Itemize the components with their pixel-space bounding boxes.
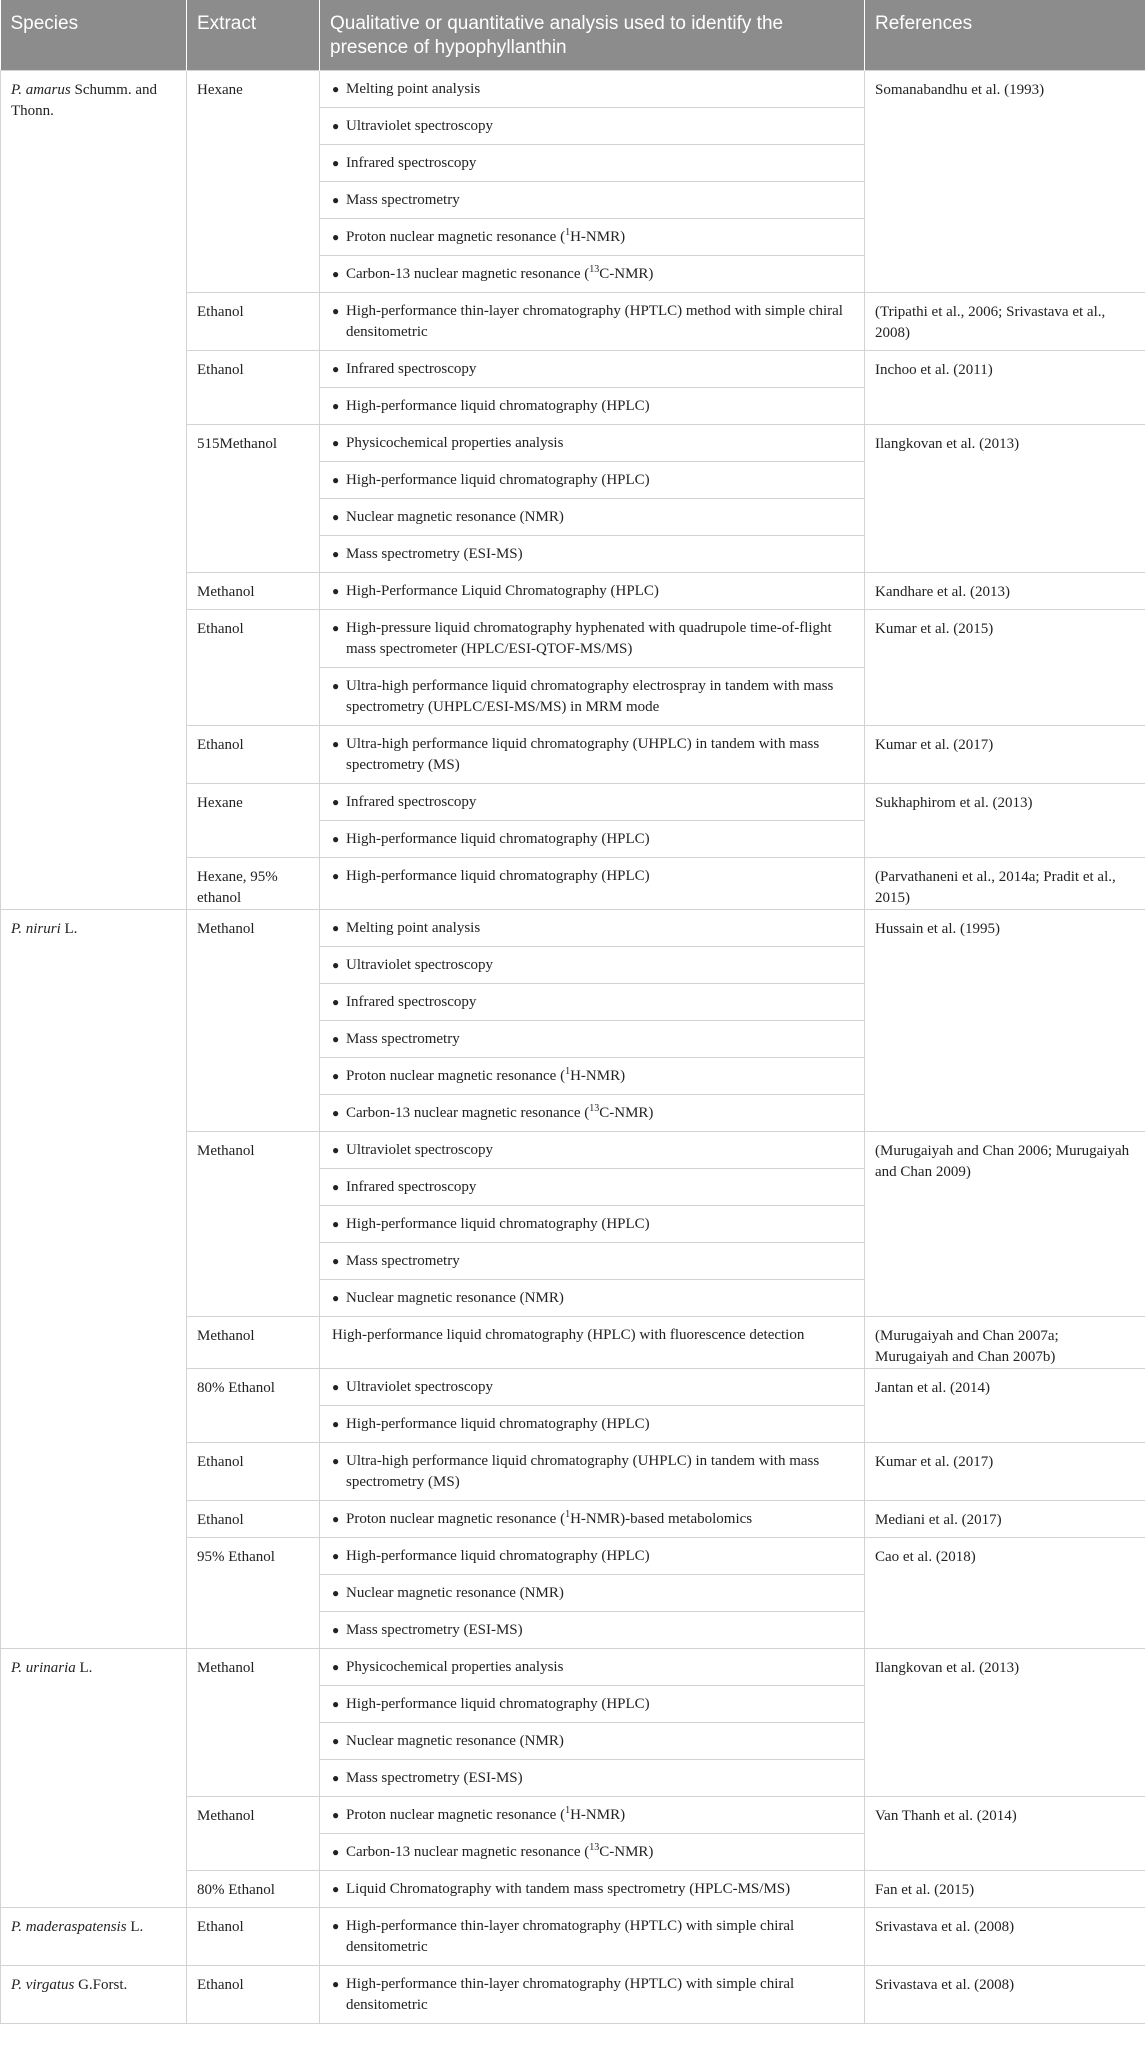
table-row (1, 1908, 1145, 1966)
bullet-icon: ● (332, 304, 340, 318)
method-text: High-performance thin-layer chromatography (HPTLC) with simple chiral densitometric (346, 1918, 795, 1955)
bullet-icon: ● (332, 1180, 340, 1194)
method-item (320, 293, 864, 350)
method-text: Proton nuclear magnetic resonance ($^1$H-NMR) (346, 1805, 626, 1823)
extract-cell: Ethanol (187, 351, 320, 425)
bullet-icon: ● (332, 1106, 340, 1120)
analysis-cell (320, 1317, 865, 1369)
bullet-icon: ● (332, 230, 340, 244)
method-text: High-Performance Liquid Chromatography (HPLC) (346, 583, 659, 599)
bullet-icon: ● (332, 1845, 340, 1859)
bullet-icon: ● (332, 795, 340, 809)
header-row (1, 0, 1145, 71)
analysis-cell (320, 1871, 865, 1908)
analysis-cell (320, 1797, 865, 1871)
bullet-icon: ● (332, 1697, 340, 1711)
method-text: Infrared spectroscopy (346, 1179, 477, 1195)
method-text: Infrared spectroscopy (346, 794, 477, 810)
extract-cell: 80% Ethanol (187, 1369, 320, 1443)
bullet-icon: ● (332, 436, 340, 450)
method-item (320, 946, 864, 983)
reference-cell: Kandhare et al. (2013) (865, 573, 1145, 610)
extract-cell: Methanol (187, 573, 320, 610)
method-item (320, 1871, 864, 1907)
bullet-icon: ● (332, 679, 340, 693)
bullet-icon: ● (332, 1512, 340, 1526)
method-text: High-performance liquid chromatography (HPLC) with fluorescence detection (332, 1327, 805, 1343)
method-item (320, 1317, 864, 1353)
method-text: High-performance liquid chromatography (HPLC) (346, 1696, 650, 1712)
table-row (1, 1649, 1145, 1797)
bullet-icon: ● (332, 1217, 340, 1231)
bullet-icon: ● (332, 193, 340, 207)
method-text: High-performance thin-layer chromatography (HPTLC) method with simple chiral densitometric (346, 303, 843, 340)
species-name-authority: L. (75, 1660, 93, 1676)
method-text: Infrared spectroscopy (346, 361, 477, 377)
method-item (320, 573, 864, 609)
method-item (320, 1685, 864, 1722)
bullet-icon: ● (332, 156, 340, 170)
species-name-italic: P. niruri (11, 921, 61, 937)
method-list (320, 1966, 864, 2023)
method-item (320, 667, 864, 725)
species-name-authority: L. (60, 921, 78, 937)
species-name-italic: P. virgatus (11, 1977, 75, 1993)
analysis-cell (320, 726, 865, 784)
bullet-icon: ● (332, 832, 340, 846)
bullet-icon: ● (332, 1623, 340, 1637)
method-text: High-performance liquid chromatography (HPLC) (346, 831, 650, 847)
method-item (320, 1649, 864, 1685)
species-cell (1, 1966, 187, 2024)
method-item (320, 1833, 864, 1870)
method-item (320, 71, 864, 107)
method-list (320, 784, 864, 857)
analysis-cell (320, 858, 865, 910)
bullet-icon: ● (332, 267, 340, 281)
species-cell (1, 910, 187, 1649)
method-text: Ultraviolet spectroscopy (346, 1142, 494, 1158)
species-name-italic: P. maderaspatensis (11, 1919, 127, 1935)
analysis-cell (320, 1649, 865, 1797)
method-item (320, 144, 864, 181)
method-list (320, 351, 864, 424)
method-item (320, 1057, 864, 1094)
bullet-icon: ● (332, 1454, 340, 1468)
method-item (320, 1132, 864, 1168)
method-list (320, 1538, 864, 1648)
reference-cell: Cao et al. (2018) (865, 1538, 1145, 1649)
analysis-cell (320, 425, 865, 573)
reference-cell: Jantan et al. (2014) (865, 1369, 1145, 1443)
method-item (320, 461, 864, 498)
method-text: Infrared spectroscopy (346, 994, 477, 1010)
reference-cell: Inchoo et al. (2011) (865, 351, 1145, 425)
reference-cell: (Tripathi et al., 2006; Srivastava et al., 2008) (865, 293, 1145, 351)
bullet-icon: ● (332, 1919, 340, 1933)
bullet-icon: ● (332, 869, 340, 883)
method-item (320, 1611, 864, 1648)
method-text: Melting point analysis (346, 81, 481, 97)
reference-cell: Mediani et al. (2017) (865, 1501, 1145, 1538)
bullet-icon: ● (332, 510, 340, 524)
extract-cell: Hexane, 95% ethanol (187, 858, 320, 910)
table-body (1, 71, 1145, 2024)
method-item (320, 910, 864, 946)
header-extract: Extract (187, 0, 320, 71)
method-item (320, 726, 864, 783)
analysis-cell (320, 610, 865, 726)
method-text: Mass spectrometry (346, 192, 460, 208)
method-text: High-performance liquid chromatography (HPLC) (346, 868, 650, 884)
method-text: Mass spectrometry (ESI-MS) (346, 546, 523, 562)
method-item (320, 218, 864, 255)
species-name-authority: Schumm. and Thonn. (11, 82, 157, 119)
method-list (320, 573, 864, 609)
reference-cell: Hussain et al. (1995) (865, 910, 1145, 1132)
method-text: Ultra-high performance liquid chromatography electrospray in tandem with mass spectrometry (UHPLC/ESI-MS/MS) in MRM mode (346, 678, 834, 715)
method-item (320, 351, 864, 387)
bullet-icon: ● (332, 1069, 340, 1083)
bullet-icon: ● (332, 1734, 340, 1748)
extract-cell: Methanol (187, 910, 320, 1132)
method-item (320, 1369, 864, 1405)
extract-cell: 95% Ethanol (187, 1538, 320, 1649)
method-text: High-performance liquid chromatography (HPLC) (346, 1416, 650, 1432)
method-item (320, 1242, 864, 1279)
extract-cell: Methanol (187, 1797, 320, 1871)
extract-cell: Ethanol (187, 726, 320, 784)
method-text: Ultraviolet spectroscopy (346, 1379, 494, 1395)
reference-cell: (Murugaiyah and Chan 2006; Murugaiyah and Chan 2009) (865, 1132, 1145, 1317)
method-item (320, 1797, 864, 1833)
method-item (320, 255, 864, 292)
header-references: References (865, 0, 1145, 71)
method-text: Liquid Chromatography with tandem mass spectrometry (HPLC-MS/MS) (346, 1881, 791, 1897)
extract-cell: 515Methanol (187, 425, 320, 573)
method-text: High-performance thin-layer chromatography (HPTLC) with simple chiral densitometric (346, 1976, 795, 2013)
table-row (1, 1966, 1145, 2024)
method-item (320, 784, 864, 820)
method-item (320, 983, 864, 1020)
reference-cell: Sukhaphirom et al. (2013) (865, 784, 1145, 858)
analysis-cell (320, 910, 865, 1132)
analysis-cell (320, 1132, 865, 1317)
method-item (320, 1443, 864, 1500)
bullet-icon: ● (332, 1977, 340, 1991)
method-item (320, 1168, 864, 1205)
species-name-authority: L. (126, 1919, 144, 1935)
method-text: High-performance liquid chromatography (HPLC) (346, 1216, 650, 1232)
reference-cell: Somanabandhu et al. (1993) (865, 71, 1145, 293)
analysis-cell (320, 1369, 865, 1443)
method-text: High-performance liquid chromatography (HPLC) (346, 472, 650, 488)
method-item (320, 107, 864, 144)
method-text: Physicochemical properties analysis (346, 435, 564, 451)
method-text: Physicochemical properties analysis (346, 1659, 564, 1675)
method-item (320, 1094, 864, 1131)
method-text: High-performance liquid chromatography (HPLC) (346, 398, 650, 414)
table-row (1, 910, 1145, 1132)
bullet-icon: ● (332, 1380, 340, 1394)
method-item (320, 535, 864, 572)
method-list (320, 726, 864, 783)
analysis-cell (320, 1443, 865, 1501)
reference-cell: Kumar et al. (2015) (865, 610, 1145, 726)
bullet-icon: ● (332, 1032, 340, 1046)
method-text: Ultraviolet spectroscopy (346, 118, 494, 134)
bullet-icon: ● (332, 995, 340, 1009)
reference-cell: Kumar et al. (2017) (865, 1443, 1145, 1501)
method-item (320, 387, 864, 424)
method-item (320, 858, 864, 894)
method-item (320, 1908, 864, 1965)
method-list (320, 1797, 864, 1870)
bullet-icon: ● (332, 1882, 340, 1896)
reference-cell: Srivastava et al. (2008) (865, 1966, 1145, 2024)
bullet-icon: ● (332, 1549, 340, 1563)
method-list (320, 1369, 864, 1442)
bullet-icon: ● (332, 82, 340, 96)
method-item (320, 1759, 864, 1796)
method-text: High-performance liquid chromatography (HPLC) (346, 1548, 650, 1564)
method-text: Ultra-high performance liquid chromatography (UHPLC) in tandem with mass spectrometry (MS) (346, 1453, 820, 1490)
bullet-icon: ● (332, 362, 340, 376)
analysis-cell (320, 784, 865, 858)
extract-cell: Hexane (187, 71, 320, 293)
extract-cell: Methanol (187, 1132, 320, 1317)
species-cell (1, 1649, 187, 1908)
reference-cell: Van Thanh et al. (2014) (865, 1797, 1145, 1871)
method-list (320, 1649, 864, 1796)
extract-cell: Ethanol (187, 1443, 320, 1501)
method-item (320, 181, 864, 218)
analysis-cell (320, 351, 865, 425)
method-list (320, 910, 864, 1131)
method-text: High-pressure liquid chromatography hyphenated with quadrupole time-of-flight mass spectrometer (HPLC/ESI-QTOF-MS/MS) (346, 620, 832, 657)
reference-cell: Ilangkovan et al. (2013) (865, 1649, 1145, 1797)
method-text: Carbon-13 nuclear magnetic resonance ($^{13}$C-NMR) (346, 264, 654, 282)
method-text: Mass spectrometry (346, 1031, 460, 1047)
extract-cell: Ethanol (187, 1908, 320, 1966)
analysis-cell (320, 71, 865, 293)
extract-cell: Ethanol (187, 610, 320, 726)
bullet-icon: ● (332, 921, 340, 935)
bullet-icon: ● (332, 1254, 340, 1268)
method-text: Proton nuclear magnetic resonance ($^1$H-NMR)-based metabolomics (346, 1509, 753, 1527)
method-list (320, 858, 864, 894)
analysis-cell (320, 1908, 865, 1966)
species-name-italic: P. urinaria (11, 1660, 76, 1676)
reference-cell: Ilangkovan et al. (2013) (865, 425, 1145, 573)
extract-cell: Hexane (187, 784, 320, 858)
method-text: Proton nuclear magnetic resonance ($^1$H-NMR) (346, 1066, 626, 1084)
method-list (320, 1871, 864, 1907)
species-name-italic: P. amarus (11, 82, 71, 98)
method-list (320, 1501, 864, 1537)
method-item (320, 498, 864, 535)
method-item (320, 1405, 864, 1442)
method-list (320, 610, 864, 725)
analysis-cell (320, 1966, 865, 2024)
method-item (320, 1966, 864, 2023)
bullet-icon: ● (332, 473, 340, 487)
bullet-icon: ● (332, 1586, 340, 1600)
bullet-icon: ● (332, 1143, 340, 1157)
method-item (320, 1020, 864, 1057)
bullet-icon: ● (332, 1771, 340, 1785)
method-text: Mass spectrometry (ESI-MS) (346, 1770, 523, 1786)
analysis-cell (320, 293, 865, 351)
analysis-cell (320, 573, 865, 610)
method-list (320, 1132, 864, 1316)
extract-cell: 80% Ethanol (187, 1871, 320, 1908)
reference-cell: Kumar et al. (2017) (865, 726, 1145, 784)
reference-cell: (Parvathaneni et al., 2014a; Pradit et al., 2015) (865, 858, 1145, 910)
extract-cell: Methanol (187, 1649, 320, 1797)
bullet-icon: ● (332, 584, 340, 598)
method-text: Carbon-13 nuclear magnetic resonance ($^{13}$C-NMR) (346, 1842, 654, 1860)
bullet-icon: ● (332, 399, 340, 413)
method-item (320, 425, 864, 461)
bullet-icon: ● (332, 1808, 340, 1822)
method-item (320, 610, 864, 667)
species-name-authority: G.Forst. (74, 1977, 128, 1993)
method-text: Nuclear magnetic resonance (NMR) (346, 1290, 564, 1306)
bullet-icon: ● (332, 119, 340, 133)
method-item (320, 1538, 864, 1574)
method-item (320, 1205, 864, 1242)
method-text: Nuclear magnetic resonance (NMR) (346, 1733, 564, 1749)
method-list (320, 293, 864, 350)
method-list (320, 425, 864, 572)
method-item (320, 820, 864, 857)
method-text: Mass spectrometry (346, 1253, 460, 1269)
bullet-icon: ● (332, 547, 340, 561)
bullet-icon: ● (332, 958, 340, 972)
method-text: Carbon-13 nuclear magnetic resonance ($^{13}$C-NMR) (346, 1103, 654, 1121)
method-text: Mass spectrometry (ESI-MS) (346, 1622, 523, 1638)
bullet-icon: ● (332, 1660, 340, 1674)
method-list (320, 1443, 864, 1500)
method-item (320, 1501, 864, 1537)
extract-cell: Ethanol (187, 293, 320, 351)
method-item (320, 1279, 864, 1316)
method-list (320, 71, 864, 292)
species-cell (1, 1908, 187, 1966)
reference-cell: (Murugaiyah and Chan 2007a; Murugaiyah and Chan 2007b) (865, 1317, 1145, 1369)
method-text: Proton nuclear magnetic resonance ($^1$H-NMR) (346, 227, 626, 245)
method-text: Infrared spectroscopy (346, 155, 477, 171)
method-item (320, 1574, 864, 1611)
species-cell (1, 71, 187, 910)
bullet-icon: ● (332, 737, 340, 751)
method-text: Melting point analysis (346, 920, 481, 936)
reference-cell: Fan et al. (2015) (865, 1871, 1145, 1908)
analysis-cell (320, 1538, 865, 1649)
method-text: Ultraviolet spectroscopy (346, 957, 494, 973)
bullet-icon: ● (332, 621, 340, 635)
analysis-cell (320, 1501, 865, 1538)
method-text: Nuclear magnetic resonance (NMR) (346, 509, 564, 525)
header-species: Species (1, 0, 187, 71)
bullet-icon: ● (332, 1291, 340, 1305)
reference-cell: Srivastava et al. (2008) (865, 1908, 1145, 1966)
method-item (320, 1722, 864, 1759)
method-text: Nuclear magnetic resonance (NMR) (346, 1585, 564, 1601)
bullet-icon: ● (332, 1417, 340, 1431)
header-analysis: Qualitative or quantitative analysis used to identify the presence of hypophyllanthin (320, 0, 865, 71)
method-list (320, 1908, 864, 1965)
extract-cell: Ethanol (187, 1966, 320, 2024)
extract-cell: Methanol (187, 1317, 320, 1369)
method-text: Ultra-high performance liquid chromatography (UHPLC) in tandem with mass spectrometry (MS) (346, 736, 820, 773)
table-row (1, 71, 1145, 293)
extract-cell: Ethanol (187, 1501, 320, 1538)
method-list (320, 1317, 864, 1353)
